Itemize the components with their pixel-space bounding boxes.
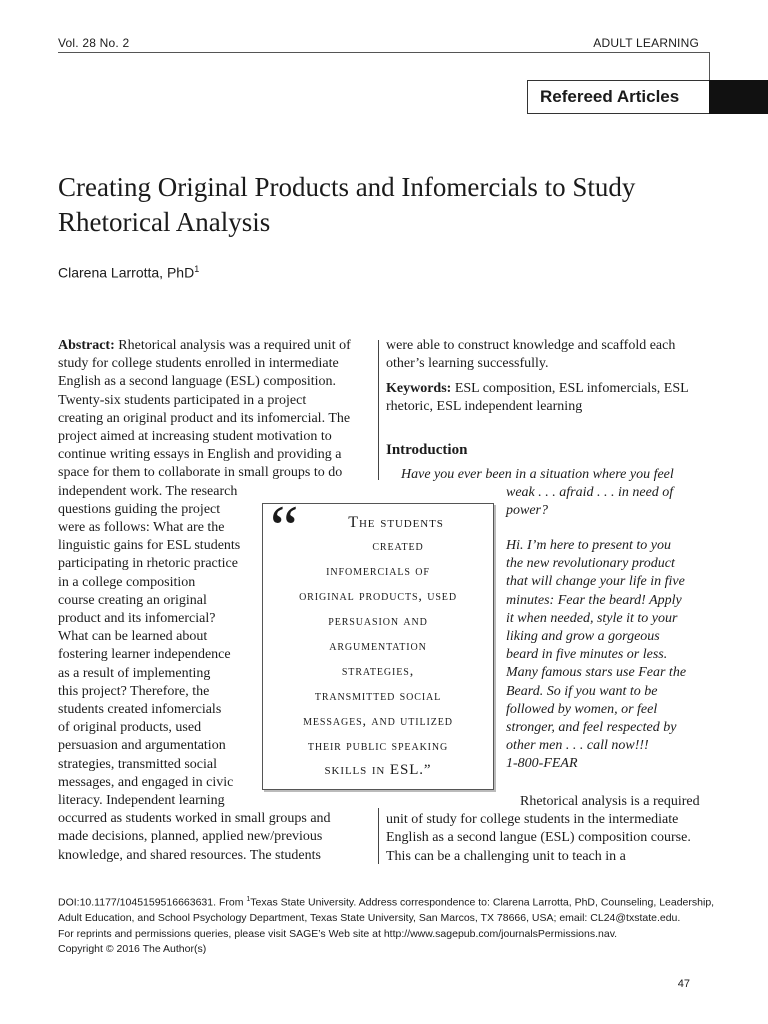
pull-quote-line: created [372, 539, 424, 554]
epigraph-line: power? [506, 503, 548, 518]
footnote-affiliation-marker: 1 [246, 896, 251, 903]
author-affiliation-marker: 1 [194, 264, 200, 274]
epigraph-line: Beard. So if you want to be [506, 683, 658, 699]
column-divider-top [378, 340, 379, 480]
abstract-line: linguistic gains for ESL students [58, 538, 241, 554]
pull-quote-line: skills in ESL.” [324, 762, 432, 778]
epigraph-line: beard in five minutes or less. [506, 647, 668, 663]
epigraph-line: Hi. I’m here to present to you [506, 538, 671, 553]
section-tab-marker [709, 80, 768, 114]
pull-quote-line: The students [348, 514, 444, 531]
epigraph-line: liking and grow a gorgeous [506, 629, 660, 645]
abstract-line: knowledge, and shared resources. The students [58, 847, 321, 863]
section-label: Refereed Articles [540, 87, 680, 106]
keywords-label: Keywords: [386, 381, 452, 396]
keywords-line [386, 380, 689, 398]
volume-issue: Vol. 28 No. 2 [58, 36, 130, 50]
introduction-line: Rhetorical analysis is a required [520, 794, 700, 809]
epigraph-line: it when needed, style it to your [506, 610, 678, 626]
abstract-line: project aimed at increasing student motivation to [58, 429, 332, 445]
abstract-line: this project? Therefore, the [58, 683, 210, 699]
abstract-line-text: Rhetorical analysis was a required unit of [114, 338, 351, 353]
pull-quote-mark: “ [270, 492, 299, 563]
footnote-line-2: Adult Education, and School Psychology Department, Texas State University, San Marcos, TX 78666, USA; email: CL24@txstate.edu. [58, 912, 681, 924]
article-title-line-2: Rhetorical Analysis [58, 207, 271, 237]
column-divider-bottom [378, 808, 379, 864]
abstract-line: of original products, used [58, 720, 202, 736]
epigraph-line: Have you ever been in a situation where you feel [401, 467, 674, 482]
abstract-continued [386, 337, 675, 373]
abstract-line: product and its infomercial? [58, 611, 216, 627]
introduction-line: unit of study for college students in the intermediate [386, 812, 679, 828]
pull-quote-line: argumentation [329, 639, 427, 654]
footnote [58, 892, 714, 958]
introduction-heading: Introduction [386, 442, 468, 458]
footnote-doi: DOI:10.1177/1045159516663631. From [58, 896, 247, 909]
abstract-line: fostering learner independence [58, 647, 231, 663]
article-title-line-1: Creating Original Products and Infomercials to Study [58, 172, 636, 202]
introduction-line: This can be a challenging unit to teach in a [386, 848, 626, 864]
footnote-affiliation: Texas State University. Address correspondence to: Clarena Larrotta, PhD, Counseling, Leadership, [250, 896, 715, 909]
pull-quote-line: messages, and utilized [303, 714, 453, 729]
keywords-line: rhetoric, ESL independent learning [386, 399, 583, 415]
abstract-line: made decisions, planned, applied new/previous [58, 829, 323, 845]
abstract-line [58, 337, 351, 355]
footnote-line-4: Copyright © 2016 The Author(s) [58, 943, 207, 955]
abstract-line: participating in rhetoric practice [58, 556, 238, 572]
epigraph-line: minutes: Fear the beard! Apply [506, 592, 682, 608]
epigraph-line: other men . . . call now!!! [506, 738, 649, 754]
keywords-text: ESL composition, ESL infomercials, ESL [451, 381, 689, 396]
abstract-line: literacy. Independent learning [58, 793, 225, 809]
pull-quote-line: persuasion and [328, 614, 428, 629]
abstract-line: students created infomercials [58, 702, 222, 718]
epigraph-line: 1-800-FEAR [506, 756, 578, 772]
abstract-line: in a college composition [58, 574, 196, 590]
author-name-text: Clarena Larrotta, PhD [58, 264, 195, 281]
abstract-continued-line: were able to construct knowledge and scaffold each [386, 338, 676, 353]
article-title [58, 170, 698, 240]
keywords [386, 380, 689, 416]
epigraph-line: weak . . . afraid . . . in need of [506, 485, 674, 500]
epigraph-line: the new revolutionary product [506, 556, 675, 572]
abstract-line: messages, and engaged in civic [58, 774, 234, 790]
infomercial-epigraph [506, 537, 686, 774]
pull-quote-line: infomercials of [326, 564, 430, 579]
epigraph-line: Many famous stars use Fear the [506, 665, 687, 681]
footnote-line-3: For reprints and permissions queries, please visit SAGE’s Web site at http://www.sagepub.com/journalsPermissions.nav. [58, 927, 618, 940]
pull-quote-line: transmitted social [314, 689, 442, 704]
pull-quote-line: their public speaking [307, 739, 449, 754]
introduction-text [386, 793, 700, 866]
author-name [58, 264, 199, 281]
abstract-line: Twenty-six students participated in a project [58, 392, 307, 408]
abstract-line: space for them to collaborate in small groups to do [58, 465, 343, 481]
page-number: 47 [677, 978, 690, 990]
introduction-line: English as a second langue (ESL) composition course. [386, 830, 691, 846]
journal-name: ADULT LEARNING [593, 36, 699, 50]
abstract-label: Abstract: [58, 338, 115, 353]
abstract-line: independent work. The research [58, 483, 238, 499]
abstract-line: creating an original product and its infomercial. The [58, 410, 351, 426]
epigraph-line: stronger, and feel respected by [506, 720, 677, 736]
abstract-continued-line: other’s learning successfully. [386, 356, 549, 372]
abstract-line: course creating an original [58, 592, 207, 608]
abstract-line: What can be learned about [58, 629, 208, 645]
abstract-line: study for college students enrolled in intermediate [58, 356, 339, 372]
abstract-line: continue writing essays in English and providing a [58, 447, 342, 463]
header-rule [58, 52, 710, 53]
pull-quote-line: original products, used [299, 589, 457, 604]
footnote-line-1 [58, 892, 714, 911]
abstract-line: English as a second language (ESL) composition. [58, 374, 336, 390]
abstract-line: were as follows: What are the [58, 520, 225, 536]
abstract-line: occurred as students worked in small groups and [58, 811, 331, 827]
pull-quote-line: strategies, [341, 664, 415, 679]
epigraph-line: that will change your life in five [506, 574, 685, 590]
abstract-line: persuasion and argumentation [58, 738, 226, 754]
header-rule-vertical [709, 52, 710, 80]
epigraph-line: followed by women, or feel [506, 701, 658, 717]
abstract-line: strategies, transmitted social [58, 756, 218, 772]
abstract-line: questions guiding the project [58, 501, 221, 517]
abstract-line: as a result of implementing [58, 665, 211, 681]
